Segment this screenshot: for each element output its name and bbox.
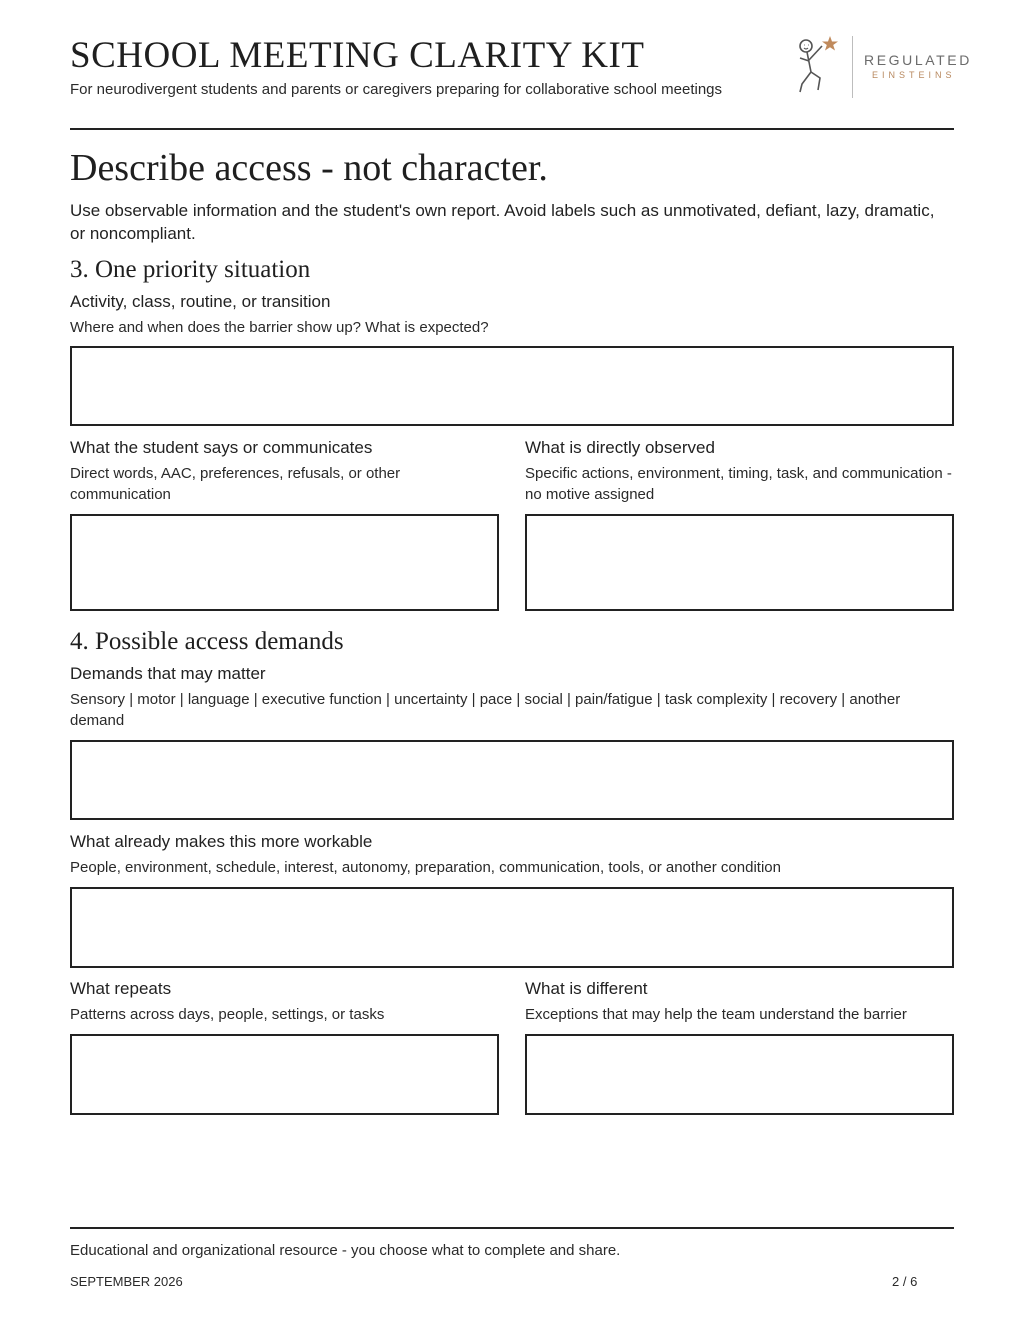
repeats-help: Patterns across days, people, settings, or tasks <box>70 1006 385 1023</box>
section-3-heading: 3. One priority situation <box>70 256 311 283</box>
brand-logo <box>784 34 972 100</box>
repeats-label: What repeats <box>70 979 172 998</box>
footer-divider <box>70 1227 954 1229</box>
workable-help: People, environment, schedule, interest, autonomy, preparation, communication, tools, or another condition <box>70 859 781 876</box>
stick-figure-reaching-star-icon <box>794 34 840 98</box>
demands-label: Demands that may matter <box>70 664 266 683</box>
demands-field[interactable] <box>70 740 954 820</box>
observed-help: Specific actions, environment, timing, task, and communication - no motive assigned <box>525 465 952 503</box>
intro-text: Use observable information and the student's own report. Avoid labels such as unmotivated, defiant, lazy, dramatic, or noncompliant. <box>70 201 935 243</box>
demands-help: Sensory | motor | language | executive function | uncertainty | pace | social | pain/fatigue | task complexity | recovery | another demand <box>70 691 901 729</box>
footer-note: Educational and organizational resource - you choose what to complete and share. <box>70 1242 621 1259</box>
situation-help: Where and when does the barrier show up? What is expected? <box>70 319 489 336</box>
situation-field[interactable] <box>70 346 954 426</box>
logo-divider <box>852 36 853 98</box>
main-heading: Describe access - not character. <box>70 147 548 189</box>
student-says-field[interactable] <box>70 514 499 611</box>
kit-title: SCHOOL MEETING CLARITY KIT <box>70 35 645 76</box>
student-says-label: What the student says or communicates <box>70 438 373 457</box>
workable-field[interactable] <box>70 887 954 968</box>
repeats-field[interactable] <box>70 1034 499 1115</box>
workable-label: What already makes this more workable <box>70 832 373 851</box>
brand-subname: EINSTEINS <box>872 70 956 80</box>
footer-date: SEPTEMBER 2026 <box>70 1274 183 1289</box>
situation-label: Activity, class, routine, or transition <box>70 292 331 311</box>
section-4-heading: 4. Possible access demands <box>70 628 344 655</box>
observed-field[interactable] <box>525 514 954 611</box>
page-header <box>70 34 972 130</box>
student-says-help: Direct words, AAC, preferences, refusals, or other communication <box>70 465 401 503</box>
kit-subtitle: For neurodivergent students and parents or caregivers preparing for collaborative school meetings <box>70 81 723 98</box>
page-number: 2 / 6 <box>892 1274 918 1289</box>
brand-name: REGULATED <box>864 52 972 68</box>
observed-label: What is directly observed <box>525 438 715 457</box>
worksheet-page <box>70 0 972 1325</box>
different-field[interactable] <box>525 1034 954 1115</box>
different-help: Exceptions that may help the team understand the barrier <box>525 1006 907 1023</box>
different-label: What is different <box>525 979 648 998</box>
